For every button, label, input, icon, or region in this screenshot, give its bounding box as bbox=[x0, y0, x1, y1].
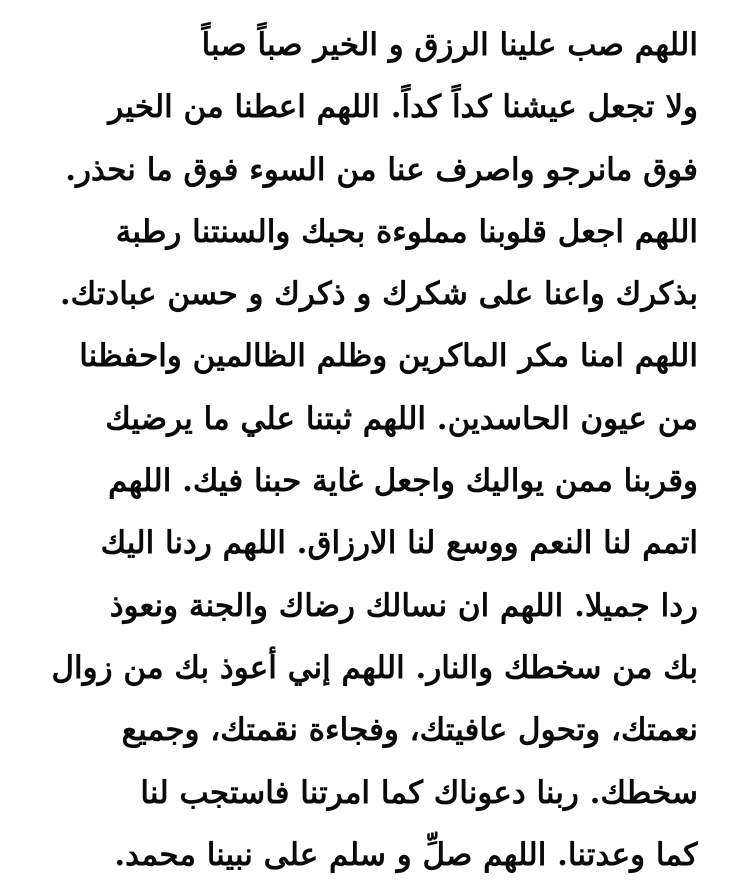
text-line: من عيون الحاسدين. اللهم ثبتنا علي ما يرضيك bbox=[105, 400, 698, 437]
prayer-text-block bbox=[38, 14, 698, 886]
text-line: فوق مانرجو واصرف عنا من السوء فوق ما نحذر. bbox=[65, 151, 698, 188]
text-line: بذكرك واعنا على شكرك و ذكرك و حسن عبادتك. bbox=[59, 276, 698, 313]
text-line: وقربنا ممن يواليك واجعل غاية حبنا فيك. اللهم bbox=[108, 463, 698, 500]
text-line: بك من سخطك والنار. اللهم إني أعوذ بك من زوال bbox=[51, 649, 698, 686]
text-line: اللهم امنا مكر الماكرين وظلم الظالمين واحفظنا bbox=[79, 338, 698, 375]
text-line: اللهم صب علينا الرزق و الخير صباً صباً bbox=[201, 27, 698, 63]
text-line: ولا تجعل عيشنا كداً كداً. اللهم اعطنا من الخير bbox=[108, 89, 698, 126]
text-line: كما وعدتنا. اللهم صلِّ و سلم على نبينا محمد. bbox=[114, 836, 698, 873]
text-line: اللهم اجعل قلوبنا مملوءة بحبك والسنتنا رطبة bbox=[115, 213, 698, 250]
text-line: ردا جميلا. اللهم ان نسالك رضاك والجنة ونعوذ bbox=[109, 587, 698, 624]
text-line: اتمم لنا النعم ووسع لنا الارزاق. اللهم ردنا اليك bbox=[100, 525, 698, 562]
text-line: نعمتك، وتحول عافيتك، وفجاءة نقمتك، وجميع bbox=[121, 712, 698, 749]
text-line: سخطك. ربنا دعوناك كما امرتنا فاستجب لنا bbox=[140, 774, 698, 811]
